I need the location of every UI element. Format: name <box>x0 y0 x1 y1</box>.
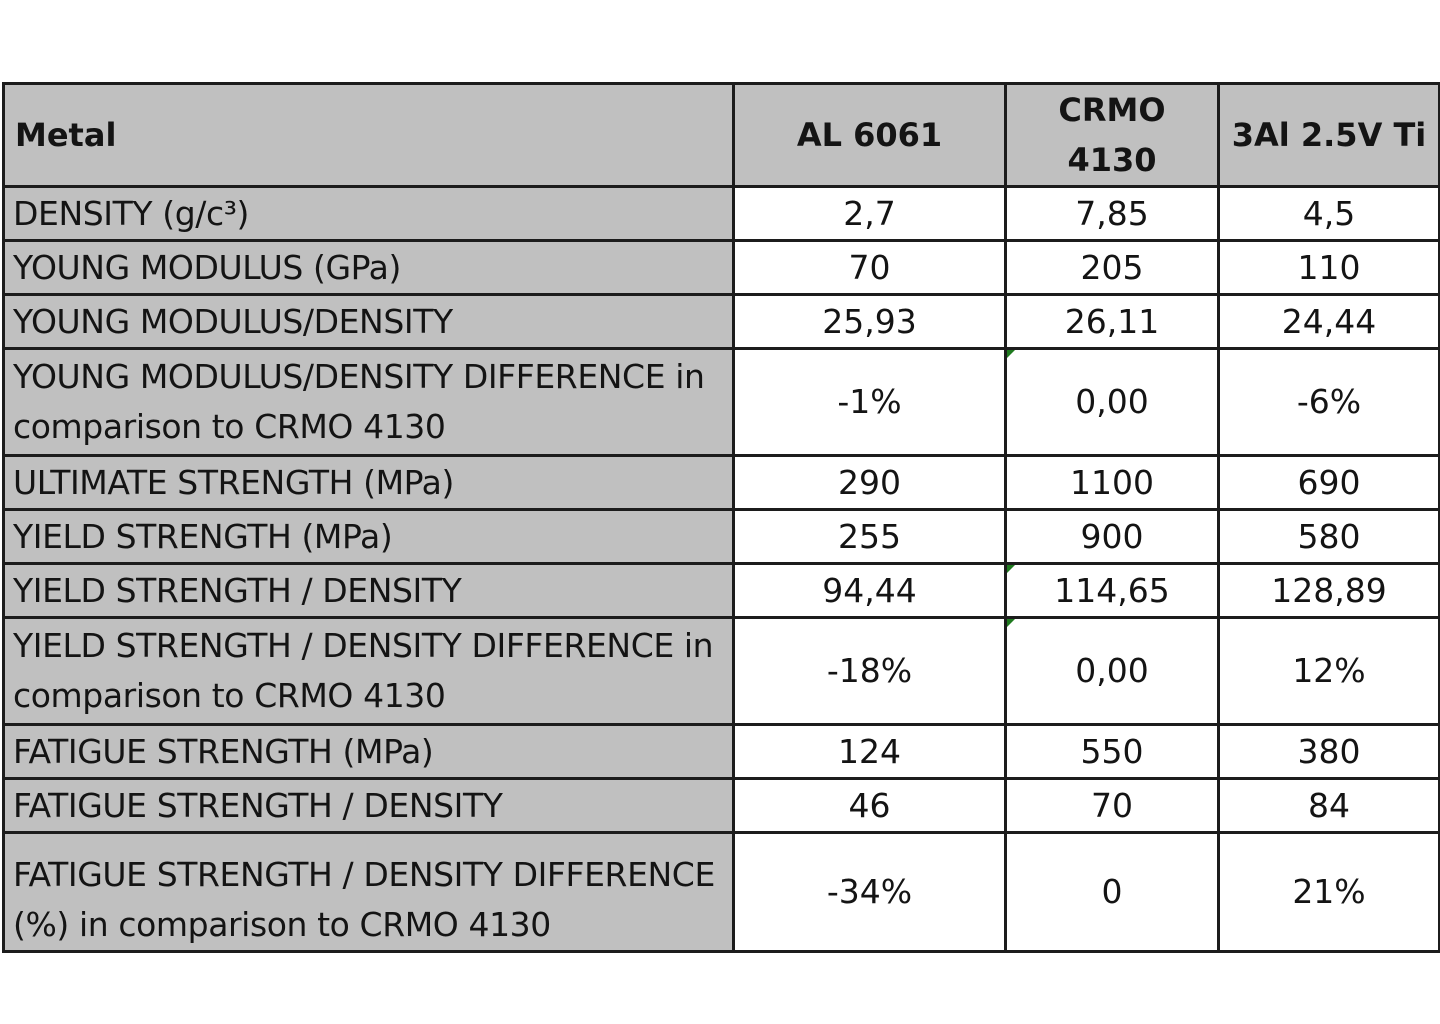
cell-al-6061[interactable]: 70 <box>734 241 1006 295</box>
cell-crmo-4130[interactable] <box>1006 564 1219 618</box>
cell-3al-2-5v-ti[interactable]: 580 <box>1219 510 1440 564</box>
table-row <box>4 779 1440 833</box>
cell-value: 0,00 <box>1075 651 1149 690</box>
cell-3al-2-5v-ti[interactable]: -6% <box>1219 349 1440 456</box>
cell-value: 114,65 <box>1054 570 1170 610</box>
row-label-text: YOUNG MODULUS/DENSITY DIFFERENCE in comparison to CRMO 4130 <box>13 357 705 446</box>
cell-al-6061[interactable]: 25,93 <box>734 295 1006 349</box>
cell-crmo-4130[interactable]: 7,85 <box>1006 187 1219 241</box>
header-3al-2-5v-ti[interactable]: 3Al 2.5V Ti <box>1219 84 1440 187</box>
cell-al-6061[interactable]: 255 <box>734 510 1006 564</box>
header-crmo-4130-text: CRMO 4130 <box>1058 91 1166 179</box>
cell-3al-2-5v-ti[interactable]: 4,5 <box>1219 187 1440 241</box>
cell-crmo-4130[interactable] <box>1006 349 1219 456</box>
cell-al-6061[interactable]: 94,44 <box>734 564 1006 618</box>
cell-al-6061[interactable]: 290 <box>734 456 1006 510</box>
row-label-text: FATIGUE STRENGTH / DENSITY DIFFERENCE (%) in comparison to CRMO 4130 <box>13 855 715 944</box>
row-label[interactable]: YOUNG MODULUS (GPa) <box>4 241 734 295</box>
table-row <box>4 187 1440 241</box>
header-crmo-4130[interactable] <box>1006 84 1219 187</box>
row-label[interactable] <box>4 349 734 456</box>
row-label[interactable] <box>4 833 734 952</box>
row-label[interactable]: YOUNG MODULUS/DENSITY <box>4 295 734 349</box>
cell-3al-2-5v-ti[interactable]: 21% <box>1219 833 1440 952</box>
table-row <box>4 564 1440 618</box>
comment-marker-icon <box>1007 619 1015 627</box>
cell-3al-2-5v-ti[interactable]: 690 <box>1219 456 1440 510</box>
cell-3al-2-5v-ti[interactable]: 12% <box>1219 618 1440 725</box>
cell-al-6061[interactable]: 2,7 <box>734 187 1006 241</box>
table-row <box>4 510 1440 564</box>
row-label[interactable] <box>4 618 734 725</box>
row-label[interactable]: YIELD STRENGTH / DENSITY <box>4 564 734 618</box>
cell-al-6061[interactable]: -1% <box>734 349 1006 456</box>
cell-crmo-4130[interactable]: 26,11 <box>1006 295 1219 349</box>
row-label[interactable]: DENSITY (g/c³) <box>4 187 734 241</box>
cell-crmo-4130[interactable]: 550 <box>1006 725 1219 779</box>
cell-3al-2-5v-ti[interactable]: 128,89 <box>1219 564 1440 618</box>
cell-crmo-4130[interactable]: 0 <box>1006 833 1219 952</box>
header-al-6061[interactable]: AL 6061 <box>734 84 1006 187</box>
table-row <box>4 456 1440 510</box>
cell-al-6061[interactable]: -18% <box>734 618 1006 725</box>
header-metal[interactable]: Metal <box>4 84 734 187</box>
table-row <box>4 618 1440 725</box>
cell-3al-2-5v-ti[interactable]: 380 <box>1219 725 1440 779</box>
cell-crmo-4130[interactable]: 900 <box>1006 510 1219 564</box>
row-label[interactable]: ULTIMATE STRENGTH (MPa) <box>4 456 734 510</box>
row-label[interactable]: YIELD STRENGTH (MPa) <box>4 510 734 564</box>
row-label[interactable]: FATIGUE STRENGTH / DENSITY <box>4 779 734 833</box>
cell-3al-2-5v-ti[interactable]: 24,44 <box>1219 295 1440 349</box>
cell-crmo-4130[interactable]: 1100 <box>1006 456 1219 510</box>
cell-crmo-4130[interactable] <box>1006 618 1219 725</box>
row-label[interactable]: FATIGUE STRENGTH (MPa) <box>4 725 734 779</box>
header-row <box>4 84 1440 187</box>
cell-crmo-4130[interactable]: 205 <box>1006 241 1219 295</box>
comment-marker-icon <box>1007 565 1015 573</box>
cell-al-6061[interactable]: -34% <box>734 833 1006 952</box>
metal-comparison-table <box>2 82 1440 953</box>
comment-marker-icon <box>1007 350 1015 358</box>
row-label-text: YIELD STRENGTH / DENSITY DIFFERENCE in comparison to CRMO 4130 <box>13 626 714 715</box>
table-row <box>4 833 1440 952</box>
table-row <box>4 349 1440 456</box>
spreadsheet-view <box>0 82 1440 954</box>
cell-3al-2-5v-ti[interactable]: 110 <box>1219 241 1440 295</box>
cell-al-6061[interactable]: 124 <box>734 725 1006 779</box>
table-row <box>4 241 1440 295</box>
table-row <box>4 295 1440 349</box>
cell-3al-2-5v-ti[interactable]: 84 <box>1219 779 1440 833</box>
cell-al-6061[interactable]: 46 <box>734 779 1006 833</box>
table-row <box>4 725 1440 779</box>
cell-crmo-4130[interactable]: 70 <box>1006 779 1219 833</box>
cell-value: 0,00 <box>1075 382 1149 421</box>
